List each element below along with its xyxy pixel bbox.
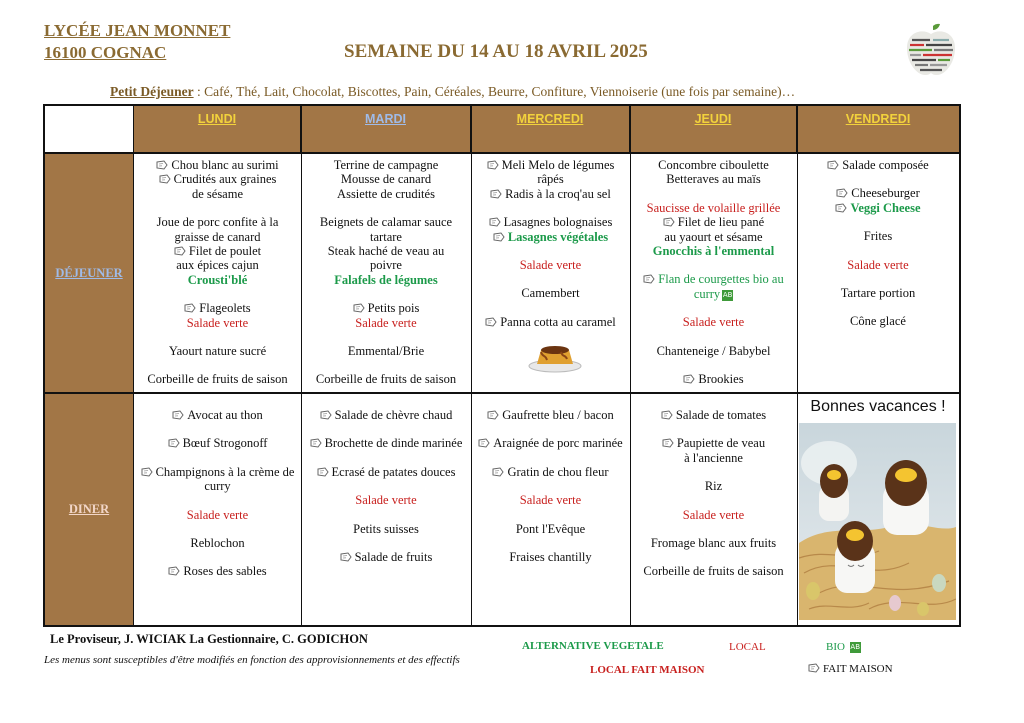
diner-cell-jeudi — [630, 408, 797, 579]
legend-fait-maison — [808, 663, 893, 675]
disclaimer-note: Les menus sont susceptibles d'être modifiés en fonction des approvisionnements et des effectifs — [44, 654, 460, 666]
menu-item — [301, 372, 471, 386]
menu-item-text: au yaourt et sésame — [664, 229, 763, 244]
legend-bio — [826, 641, 861, 653]
menu-item-text: Bœuf Strogonoff — [182, 436, 268, 451]
menu-item — [630, 215, 797, 229]
day-header-mardi: MARDI — [301, 106, 471, 154]
menu-item — [630, 172, 797, 186]
fait-maison-icon — [184, 303, 196, 313]
menu-item-text: Gnocchis à l'emmental — [652, 244, 775, 259]
menu-item — [301, 522, 471, 536]
menu-item-text: Yaourt nature sucré — [168, 344, 267, 359]
fait-maison-icon — [141, 467, 153, 477]
fait-maison-icon — [353, 303, 365, 313]
row-divider — [45, 392, 959, 394]
menu-item-text: graisse de canard — [174, 229, 261, 244]
diner-cell-mardi — [301, 408, 471, 564]
fait-maison-icon — [835, 203, 847, 213]
menu-item — [630, 408, 797, 422]
menu-item-text: tartare — [370, 229, 402, 244]
menu-item — [797, 158, 959, 172]
menu-item-text: Concombre ciboulette — [658, 158, 769, 172]
fait-maison-icon — [340, 552, 352, 562]
menu-item-text: aux épices cajun — [176, 258, 259, 273]
menu-item — [134, 479, 301, 493]
dejeuner-cell-vendredi — [797, 158, 959, 329]
menu-item-text: Riz — [704, 479, 723, 494]
fait-maison-icon — [487, 410, 499, 420]
menu-item — [301, 550, 471, 564]
menu-item-text: Filet de lieu pané — [677, 215, 765, 230]
menu-item-text: Filet de poulet — [188, 244, 262, 259]
menu-item — [301, 408, 471, 422]
menu-item — [797, 286, 959, 300]
menu-item — [797, 229, 959, 243]
diner-cell-mercredi — [471, 408, 630, 564]
fait-maison-icon — [478, 438, 490, 448]
menu-item-text: Brochette de dinde marinée — [324, 436, 463, 451]
week-title: SEMAINE DU 14 AU 18 AVRIL 2025 — [344, 41, 648, 62]
menu-item — [134, 536, 301, 550]
dejeuner-cell-mercredi — [471, 158, 630, 329]
menu-item-text: Flan de courgettes bio au — [658, 272, 784, 287]
menu-item — [471, 522, 630, 536]
menu-item — [134, 508, 301, 522]
menu-item-text: Corbeille de fruits de saison — [643, 564, 784, 579]
menu-item-text: Salade de fruits — [354, 550, 433, 565]
menu-item-text: Corbeille de fruits de saison — [315, 372, 457, 387]
menu-item — [301, 273, 471, 287]
menu-item — [301, 172, 471, 186]
dejeuner-cell-mardi — [301, 158, 471, 387]
menu-item — [134, 465, 301, 479]
bio-leaf-icon: AB — [850, 643, 860, 651]
menu-item — [471, 550, 630, 564]
menu-item — [630, 508, 797, 522]
menu-item — [797, 186, 959, 200]
menu-item-text: Salade verte — [355, 315, 417, 330]
menu-item-text: Betteraves au maïs — [666, 172, 761, 187]
menu-item — [134, 187, 301, 201]
menu-item — [134, 564, 301, 578]
fait-maison-icon — [662, 438, 674, 448]
menu-item-text: Salade de tomates — [675, 408, 767, 422]
menu-item-text: Tartare portion — [840, 286, 916, 301]
fait-maison-icon — [317, 467, 329, 477]
fait-maison-icon — [172, 410, 184, 420]
menu-item — [797, 314, 959, 328]
menu-item — [301, 215, 471, 229]
menu-item — [471, 493, 630, 507]
menu-item-text: Radis à la croq'au sel — [505, 186, 611, 201]
bio-leaf-icon: AB — [722, 290, 733, 299]
menu-item-text: Petits suisses — [353, 521, 419, 536]
menu-item-text: Mousse de canard — [340, 172, 432, 187]
menu-item-text: Salade verte — [519, 258, 582, 273]
row-label-dejeuner: DÉJEUNER — [45, 154, 134, 392]
menu-item-text: Meli Melo de légumes — [501, 158, 615, 172]
menu-item-text: Salade verte — [519, 493, 582, 508]
menu-item-text: Reblochon — [190, 536, 245, 551]
menu-item — [630, 451, 797, 465]
menu-item-text: Salade verte — [847, 257, 909, 272]
fait-maison-icon — [836, 188, 848, 198]
menu-item — [630, 479, 797, 493]
fait-maison-icon — [493, 232, 505, 242]
menu-item-text: Petits pois — [367, 301, 420, 316]
menu-item-text: râpés — [537, 172, 564, 187]
menu-item-text: Salade de chèvre chaud — [334, 408, 453, 422]
school-header — [44, 20, 230, 64]
diner-cell-lundi — [134, 408, 301, 579]
fait-maison-icon — [683, 374, 695, 384]
menu-item-text: Fromage blanc aux fruits — [650, 536, 777, 551]
menu-item — [134, 258, 301, 272]
menu-item — [301, 187, 471, 201]
fait-maison-icon — [808, 663, 820, 673]
legend-fait-maison-label: FAIT MAISON — [823, 663, 893, 675]
menu-item — [630, 372, 797, 386]
fait-maison-icon — [168, 438, 180, 448]
menu-item-text: poivre — [370, 258, 402, 273]
menu-item-text: Assiette de crudités — [337, 186, 435, 201]
breakfast-items: : Café, Thé, Lait, Chocolat, Biscottes, Pain, Céréales, Beurre, Confiture, Viennoiserie (une fois par semaine)… — [193, 84, 796, 99]
menu-item — [630, 564, 797, 578]
menu-item — [471, 286, 630, 300]
fait-maison-icon — [492, 467, 504, 477]
fait-maison-icon — [310, 438, 322, 448]
day-header-jeudi: JEUDI — [630, 106, 797, 154]
vacation-title: Bonnes vacances ! — [810, 398, 946, 415]
menu-item — [134, 408, 301, 422]
row-label-diner: DINER — [45, 394, 134, 625]
menu-item — [471, 215, 630, 229]
menu-item-text: Brookies — [698, 372, 744, 387]
menu-item — [471, 315, 630, 329]
legend-local: LOCAL — [729, 641, 766, 653]
easter-eggs-photo-icon — [799, 423, 956, 620]
menu-item — [630, 536, 797, 550]
menu-item-text: Chou blanc au surimi — [171, 158, 279, 172]
menu-item-text: Flageolets — [199, 301, 251, 316]
fait-maison-icon — [827, 160, 839, 170]
signatures: Le Proviseur, J. WICIAK La Gestionnaire, C. GODICHON — [50, 632, 368, 646]
fait-maison-icon — [168, 566, 180, 576]
fait-maison-icon — [156, 160, 168, 170]
menu-item — [630, 315, 797, 329]
menu-item-text: Saucisse de volaille grillée — [646, 200, 781, 215]
fait-maison-icon — [485, 317, 497, 327]
menu-item — [797, 201, 959, 215]
menu-item — [301, 436, 471, 450]
menu-item-text: Salade verte — [682, 507, 745, 522]
menu-item — [301, 244, 471, 258]
menu-item-text: Crudités aux graines — [173, 172, 277, 187]
menu-item — [301, 344, 471, 358]
school-city: 16100 COGNAC — [44, 43, 167, 62]
menu-item-text: Gratin de chou fleur — [507, 464, 609, 479]
day-header-lundi: LUNDI — [134, 106, 301, 154]
menu-item-text: Avocat au thon — [187, 408, 263, 422]
menu-item — [630, 244, 797, 258]
menu-item-text: Panna cotta au caramel — [500, 314, 616, 329]
day-header-mercredi: MERCREDI — [471, 106, 630, 154]
menu-item-text: Salade verte — [186, 507, 249, 522]
menu-item-text: Cône glacé — [850, 314, 906, 329]
menu-item-text: Salade verte — [186, 315, 249, 330]
fait-maison-icon — [490, 189, 502, 199]
menu-item — [471, 187, 630, 201]
menu-item-text: Chanteneige / Babybel — [656, 343, 771, 358]
menu-item-text: Emmental/Brie — [347, 344, 425, 359]
menu-item — [630, 272, 797, 286]
menu-item — [471, 158, 630, 172]
menu-item — [134, 372, 301, 386]
menu-item — [301, 258, 471, 272]
menu-item — [471, 172, 630, 186]
menu-item-text: Beignets de calamar sauce — [319, 215, 453, 230]
menu-item — [134, 344, 301, 358]
menu-item-text: Falafels de légumes — [334, 272, 438, 287]
menu-item-text: curry — [204, 479, 231, 494]
apple-wordcloud-logo-icon — [902, 22, 960, 78]
menu-item — [630, 287, 797, 301]
menu-item — [134, 215, 301, 229]
breakfast-line — [110, 84, 795, 100]
menu-item-text: Camembert — [521, 286, 580, 301]
menu-item — [134, 230, 301, 244]
dejeuner-cell-lundi — [134, 158, 301, 387]
menu-item-text: Gaufrette bleu / bacon — [502, 408, 614, 422]
menu-item — [471, 436, 630, 450]
menu-item — [630, 158, 797, 172]
day-header-vendredi: VENDREDI — [797, 106, 959, 154]
menu-item — [471, 258, 630, 272]
table-corner — [45, 106, 134, 154]
fait-maison-icon — [320, 410, 332, 420]
menu-item-text: Frites — [863, 229, 893, 244]
menu-item — [301, 158, 471, 172]
menu-item — [630, 201, 797, 215]
breakfast-label: Petit Déjeuner — [110, 84, 194, 99]
menu-item — [630, 436, 797, 450]
menu-item — [471, 408, 630, 422]
menu-item-text: à l'ancienne — [684, 450, 743, 465]
menu-item-text: Lasagnes bolognaises — [503, 215, 613, 230]
fait-maison-icon — [663, 217, 675, 227]
menu-item-text: Crousti'blé — [187, 272, 248, 287]
panna-cotta-icon — [527, 340, 583, 374]
menu-item-text: Cheeseburger — [851, 186, 920, 201]
menu-item — [134, 301, 301, 315]
menu-item — [471, 230, 630, 244]
menu-item — [134, 172, 301, 186]
menu-item-text: Salade verte — [682, 315, 745, 330]
dejeuner-cell-jeudi — [630, 158, 797, 386]
legend-bio-label: BIO — [826, 641, 845, 653]
menu-item — [797, 258, 959, 272]
fait-maison-icon — [159, 174, 171, 184]
menu-item-text: de sésame — [191, 186, 244, 201]
menu-item — [134, 244, 301, 258]
menu-item-text: Salade composée — [842, 158, 929, 172]
legend-local-fait-maison: LOCAL FAIT MAISON — [590, 664, 705, 676]
menu-item — [301, 465, 471, 479]
menu-item-text: Paupiette de veau — [676, 436, 766, 451]
menu-item-text: Champignons à la crème de — [155, 464, 295, 479]
legend-alternative-vegetale: ALTERNATIVE VEGETALE — [522, 640, 664, 652]
menu-item — [630, 344, 797, 358]
menu-item-text: Pont l'Evêque — [515, 521, 586, 536]
menu-item — [301, 230, 471, 244]
school-name: LYCÉE JEAN MONNET — [44, 21, 231, 40]
menu-item — [301, 316, 471, 330]
menu-item-text: Terrine de campagne — [333, 158, 439, 172]
menu-item-text: Joue de porc confite à la — [156, 215, 279, 230]
menu-item-text: Roses des sables — [183, 564, 267, 579]
menu-item — [301, 301, 471, 315]
menu-item-text: Salade verte — [355, 493, 417, 508]
menu-item-text: Lasagnes végétales — [507, 229, 609, 244]
fait-maison-icon — [489, 217, 501, 227]
menu-item — [134, 273, 301, 287]
menu-item — [134, 316, 301, 330]
menu-item — [134, 158, 301, 172]
menu-item-text: Araignée de porc marinée — [493, 436, 623, 451]
menu-item-text: Steak haché de veau au — [327, 244, 445, 259]
menu-item-text: Corbeille de fruits de saison — [147, 372, 288, 387]
menu-item-text: Fraises chantilly — [509, 550, 592, 565]
menu-item — [301, 493, 471, 507]
menu-item-text: curry — [693, 286, 721, 301]
menu-item — [134, 436, 301, 450]
fait-maison-icon — [643, 274, 655, 284]
menu-item-text: Ecrasé de patates douces — [331, 464, 456, 479]
fait-maison-icon — [661, 410, 673, 420]
fait-maison-icon — [487, 160, 499, 170]
menu-item — [471, 465, 630, 479]
fait-maison-icon — [174, 246, 186, 256]
menu-item-text: Veggi Cheese — [850, 200, 921, 215]
menu-item — [630, 230, 797, 244]
